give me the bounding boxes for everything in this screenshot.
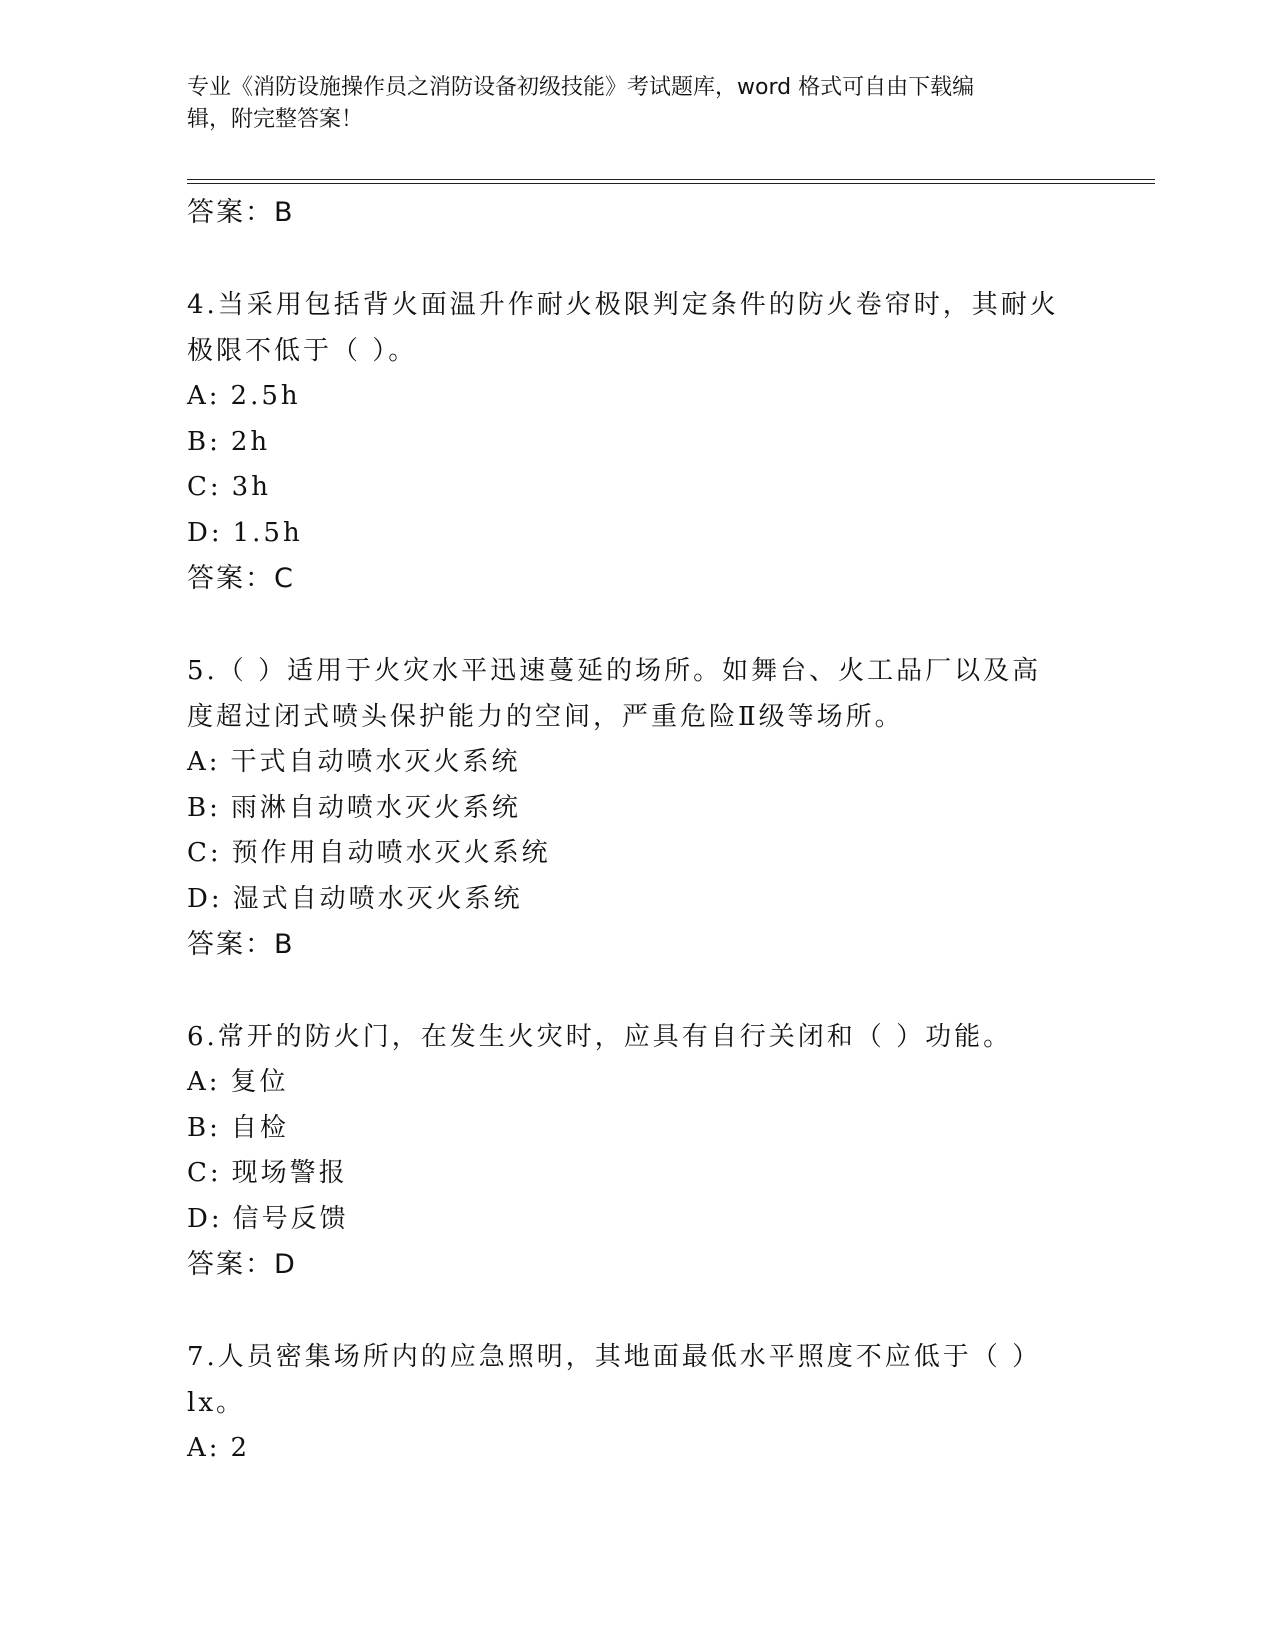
stem-line: 极限不低于（ ）。: [187, 336, 418, 366]
header-divider: [187, 179, 1155, 180]
option-c: [187, 831, 1087, 877]
option-a: [187, 1426, 1087, 1472]
stem-line: lx。: [187, 1388, 245, 1418]
answer-line: 答案：B: [187, 197, 295, 228]
question-item: [187, 648, 1087, 967]
option-text: 预作用自动喷水灭火系统: [231, 838, 551, 868]
option-text: 自检: [230, 1112, 289, 1143]
question-list: [187, 190, 1087, 1472]
option-a: [187, 374, 1087, 420]
option-text: 干式自动喷水灭火系统: [230, 747, 521, 777]
option-c: [187, 465, 1087, 511]
option-d: [187, 511, 1087, 557]
option-text: 2: [230, 1433, 251, 1463]
answer-line: 答案：B: [187, 929, 295, 960]
option-key: A:: [187, 747, 221, 777]
stem-line: 5.（ ）适用于火灾水平迅速蔓延的场所。如舞台、火工品厂以及高: [187, 656, 1042, 686]
option-text: 3h: [231, 472, 271, 502]
question-stem: [187, 1334, 1087, 1426]
question-stem: [187, 648, 1087, 740]
option-key: A:: [187, 1433, 221, 1463]
option-text: 雨淋自动喷水灭火系统: [230, 792, 521, 823]
header-line: 专业《消防设施操作员之消防设备初级技能》考试题库，word 格式可自由下载编: [187, 75, 975, 100]
option-a: [187, 1060, 1087, 1106]
option-key: B:: [187, 426, 221, 457]
option-key: B:: [187, 1112, 221, 1143]
option-text: 复位: [230, 1067, 289, 1097]
option-text: 信号反馈: [232, 1203, 349, 1234]
stem-line: 6.常开的防火门，在发生火灾时，应具有自行关闭和（ ）功能。: [187, 1022, 1013, 1052]
option-d: [187, 877, 1087, 923]
option-d: [187, 1197, 1087, 1243]
option-key: C:: [187, 1158, 222, 1188]
option-key: D:: [187, 517, 223, 548]
question-stem: [187, 1014, 1087, 1060]
option-key: A:: [187, 381, 221, 411]
option-key: D:: [187, 883, 223, 914]
option-b: [187, 1106, 1087, 1152]
option-text: 1.5h: [232, 517, 303, 548]
option-text: 2.5h: [230, 381, 301, 411]
question-item: [187, 1014, 1087, 1287]
option-text: 湿式自动喷水灭火系统: [232, 883, 523, 914]
option-key: C:: [187, 838, 222, 868]
option-key: D:: [187, 1203, 223, 1234]
option-text: 2h: [230, 426, 271, 457]
question-item: [187, 1334, 1087, 1472]
document-header: [187, 72, 1087, 136]
option-key: A:: [187, 1067, 221, 1097]
question-item: [187, 282, 1087, 601]
option-c: [187, 1151, 1087, 1197]
header-line: 辑，附完整答案！: [187, 107, 364, 132]
stem-line: 4.当采用包括背火面温升作耐火极限判定条件的防火卷帘时，其耐火: [187, 290, 1059, 320]
stem-line: 度超过闭式喷头保护能力的空间，严重危险Ⅱ级等场所。: [187, 702, 904, 732]
option-b: [187, 786, 1087, 832]
stem-line: 7.人员密集场所内的应急照明，其地面最低水平照度不应低于（ ）: [187, 1342, 1042, 1372]
header-divider: [187, 183, 1155, 184]
answer-line: 答案：D: [187, 1249, 297, 1280]
option-key: B:: [187, 792, 221, 823]
answer-line: 答案：C: [187, 563, 295, 594]
option-key: C:: [187, 472, 222, 502]
option-b: [187, 420, 1087, 466]
option-text: 现场警报: [231, 1158, 348, 1188]
option-a: [187, 740, 1087, 786]
question-stem: [187, 282, 1087, 374]
